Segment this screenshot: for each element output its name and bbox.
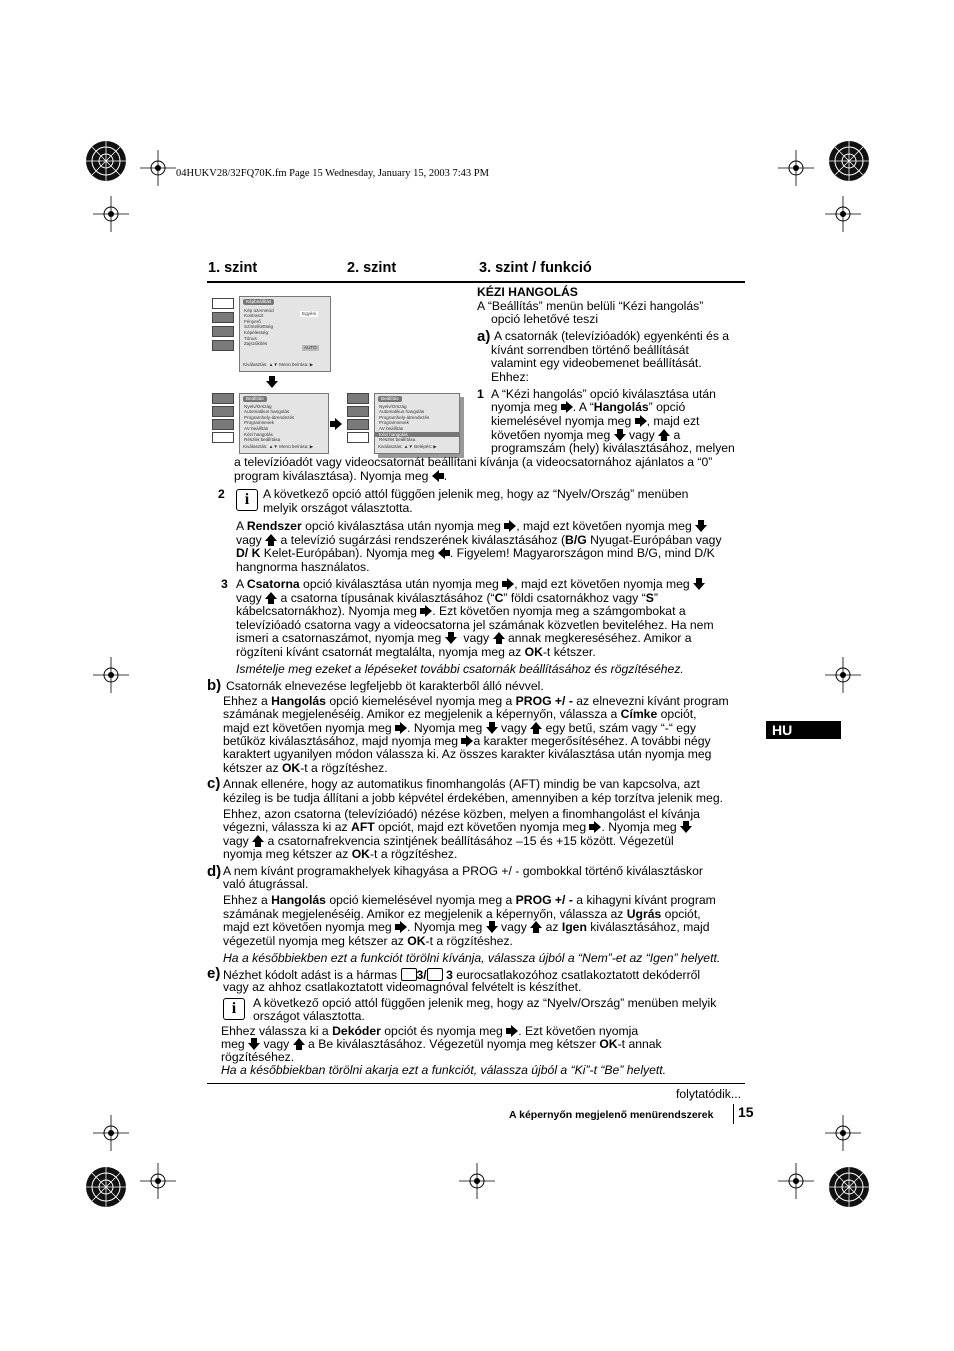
note-line: A következő opció attól függően jelenik meg, hogy az “Nyelv/Ország” menüben melyik: [253, 996, 717, 1010]
text-line: kétszer az OK-t a rögzítéshez.: [223, 761, 388, 775]
menu-item: Nyelv/Ország: [244, 403, 272, 409]
intro-line: A “Beállítás” menün belüli “Kézi hangolás”: [477, 299, 704, 313]
footer-divider: [733, 1104, 734, 1124]
footer-rule: [207, 1083, 745, 1084]
menu-item: Kontraszt: [244, 313, 264, 319]
arrow-right-icon: [420, 605, 432, 617]
text-line: A Rendszer opció kiválasztása után nyomja meg , majd ezt követően nyomja meg: [236, 520, 707, 534]
menu-item: Programnevek: [379, 420, 409, 426]
picture-tab-icon: [212, 393, 234, 404]
menu-footer: Kiválasztás: ▲▼ Menü beírása: ▶: [243, 362, 314, 368]
arrow-right-icon: [504, 520, 516, 532]
text-line: program kiválasztása). Nyomja meg .: [234, 469, 448, 483]
menu-item: Tónus: [244, 335, 257, 341]
arrow-down-icon: [693, 578, 705, 590]
info-icon: i: [236, 489, 258, 511]
registration-mark-top-right: [828, 140, 870, 182]
arrow-up-icon: [265, 534, 277, 546]
crosshair-mark: [140, 150, 176, 186]
menu-item-selected: Kézi hangolás: [375, 432, 459, 438]
menu-item: Automatikus hangolás: [379, 409, 425, 415]
arrow-down-icon: [266, 376, 278, 388]
registration-mark-bottom-left: [85, 1166, 127, 1208]
intro-line: opció lehetővé teszi: [491, 312, 599, 326]
menu-item: Részlet beállítása: [244, 437, 281, 443]
text-line: való átugrással.: [223, 877, 309, 891]
note-line: melyik országot választotta.: [263, 501, 413, 515]
crosshair-mark: [825, 1115, 861, 1151]
text-line: a televízióadót vagy videocsatornát beállítani kívánja (a videocsatornához ajánlatos a “0”: [234, 455, 713, 469]
text-line: ismeri a csatornaszámot, nyomja meg vagy annak megkereséséhez. Amikor a: [236, 631, 692, 645]
item-marker-b: b): [207, 677, 222, 694]
text-line: vagy a csatorna típusának kiválasztásához (“C” földi csatornákhoz vagy “S”: [236, 591, 658, 605]
setup-submenu-screen: [374, 393, 460, 454]
arrow-down-icon: [486, 722, 498, 734]
text-line: A “Kézi hangolás” opció kiválasztása után: [491, 387, 716, 401]
menu-footer: Kiválasztás: ▲▼ Belépés: ▶: [378, 444, 437, 450]
registration-mark-top-left: [85, 140, 127, 182]
arrow-right-icon: [502, 578, 514, 590]
sound-tab-icon: [212, 406, 234, 417]
text-line: A Csatorna opció kiválasztása után nyomja meg , majd ezt követően nyomja meg: [236, 578, 705, 592]
crosshair-mark: [140, 1163, 176, 1199]
arrow-right-icon: [395, 921, 407, 933]
info-icon: i: [223, 998, 245, 1020]
page-number: 15: [738, 1104, 754, 1120]
text-line: A nem kívánt programakhelyek kihagyása a PROG +/ - gombokkal történő kiválasztáskor: [223, 864, 703, 878]
features-tab-icon: [347, 419, 369, 430]
menu-illustration: [208, 296, 466, 462]
picture-tab-icon: [212, 298, 234, 309]
level-3-header: 3. szint / funkció: [479, 260, 592, 276]
menu-item: Zajszűkítés: [244, 341, 268, 347]
arrow-right-icon: [461, 735, 473, 747]
arrow-right-icon: [506, 1025, 518, 1037]
text-line: Ehhez, azon csatorna (televízióadó) nézése közben, melyen a finomhangolást el kívánja: [223, 807, 700, 821]
menu-item: Színtelítettség: [244, 324, 274, 330]
crosshair-mark: [778, 1163, 814, 1199]
text-line: nyomja meg . A “Hangolás” opció: [491, 400, 686, 414]
arrow-up-icon: [530, 921, 542, 933]
italic-note: Ha a későbbiekban törölni akarja ezt a funkciót, válassza újból a “Ki”-t “Be” helyett.: [221, 1063, 667, 1077]
text-line: kiemelésével nyomja meg , majd ezt: [491, 414, 700, 428]
crosshair-mark: [825, 657, 861, 693]
text-line: televízióadó csatorna vagy a videocsatorna jel számának közvetlen beviteléhez. Ha nem: [236, 618, 714, 632]
crosshair-mark: [778, 150, 814, 186]
item-marker-e: e): [207, 965, 221, 982]
setup-tab-icon: [212, 340, 234, 351]
text-line: Annak ellenére, hogy az automatikus finomhangolás (AFT) mindig be van kapcsolva, azt: [223, 777, 700, 791]
sound-tab-icon: [347, 406, 369, 417]
arrow-down-icon: [680, 821, 692, 833]
italic-note: Ismételje meg ezeket a lépéseket további csatornák beállításához és rögzítéséhez.: [236, 662, 684, 676]
crosshair-mark: [93, 657, 129, 693]
setup-tab-icon: [212, 432, 234, 443]
text-line: vagy az ahhoz csatlakoztatott videomagnóval felvételt is készíthet.: [223, 980, 582, 994]
text-line: rögzíteni kívánt csatornát megtalálta, nyomja meg az OK-t kétszer.: [236, 645, 596, 659]
text-line: Ehhez válassza ki a Dekóder opciót és nyomja meg . Ezt követően nyomja: [221, 1024, 639, 1038]
text-line: követően nyomja meg vagy a: [491, 428, 681, 442]
arrow-left-icon: [432, 470, 444, 482]
registration-mark-bottom-right: [828, 1166, 870, 1208]
level-1-header: 1. szint: [208, 260, 258, 276]
text-line: valamint egy videobemenet beállítását.: [491, 356, 702, 370]
menu-item: AV beállítás: [244, 425, 269, 431]
level-2-header: 2. szint: [347, 260, 397, 276]
arrow-right-icon: [589, 821, 601, 833]
arrow-right-icon: [635, 415, 647, 427]
menu-item: Programnevek: [244, 420, 274, 426]
mode-value: Egyéni: [302, 311, 317, 316]
text-line: betűköz kiválasztásához, majd nyomja meg a karakter megerősítéséhez. A további négy: [223, 734, 711, 748]
arrow-down-icon: [486, 921, 498, 933]
menu-title: Képbeállítás: [243, 299, 274, 305]
text-line: meg vagy a Be kiválasztásához. Végezetül nyomja meg kétszer OK-t annak: [221, 1037, 662, 1051]
arrow-up-icon: [493, 632, 505, 644]
footer-title: A képernyőn megjelenő menürendszerek: [509, 1109, 714, 1121]
arrow-up-icon: [530, 722, 542, 734]
text-line: D/ K Kelet-Európában). Nyomja meg . Figyelem! Magyarországon mind B/G, mind D/K: [236, 546, 715, 560]
text-line: Ehhez a Hangolás opció kiemelésével nyomja meg a PROG +/ - a kihagyni kívánt program: [223, 893, 716, 907]
menu-item: Kézi hangolás: [244, 431, 273, 437]
item-marker-d: d): [207, 863, 222, 880]
menu-item: Képélesség: [244, 329, 269, 335]
continued-text: folytatódik...: [676, 1087, 742, 1101]
text-line: kézileg is be tudja állítani a jobb képvétel érdekében, amennyiben a kép torzítva jelenik meg.: [223, 791, 723, 805]
text-line: Ehhez a Hangolás opció kiemelésével nyomja meg a PROG +/ - az elnevezni kívánt program: [223, 694, 729, 708]
sound-tab-icon: [212, 312, 234, 323]
text-line: kívánt sorrendben történő beállítását: [491, 343, 689, 357]
menu-item: Fényerő: [244, 318, 261, 324]
crosshair-mark: [93, 1115, 129, 1151]
arrow-up-icon: [252, 835, 264, 847]
step-number: 2: [218, 487, 225, 501]
text-line: Ehhez:: [491, 370, 529, 384]
italic-note: Ha a későbbiekben ezt a funkciót törölni kívánja, válassza újból a “Nem”-et az “Igen” helyett.: [223, 951, 721, 965]
header-rule: [207, 281, 745, 283]
menu-title: Beállítás: [243, 396, 267, 402]
step-number: 1: [477, 387, 484, 401]
menu-title: Beállítás: [378, 396, 402, 402]
picture-tab-icon: [347, 393, 369, 404]
crosshair-mark: [459, 1163, 495, 1199]
menu-item: Kép üzemmód: [244, 307, 274, 313]
text-line: rögzítéséhez.: [221, 1050, 295, 1064]
arrow-right-icon: [561, 401, 573, 413]
text-line: majd ezt követően nyomja meg . Nyomja meg vagy egy betű, szám vagy “-“ egy: [223, 721, 696, 735]
text-line: hangnorma használatos.: [236, 560, 370, 574]
text-line: végezni, válassza ki az AFT opciót, majd ezt követően nyomja meg . Nyomja meg: [223, 821, 692, 835]
arrow-right-icon: [395, 722, 407, 734]
menu-item: Nyelv/Ország: [379, 403, 407, 409]
text-line: majd ezt követően nyomja meg . Nyomja meg vagy az Igen kiválasztásához, majd: [223, 920, 710, 934]
item-marker-a: a): [477, 328, 491, 345]
item-marker-c: c): [207, 775, 221, 792]
step-number: 3: [221, 577, 228, 591]
text-line: nyomja meg kétszer az OK-t a rögzítéshez.: [223, 847, 458, 861]
menu-footer: Kiválasztás: ▲▼ Menü beírása: ▶: [243, 444, 314, 450]
crosshair-mark: [825, 196, 861, 232]
arrow-down-icon: [695, 520, 707, 532]
text-line: számának megjelenéséig. Amikor ez megjelenik a képernyőn, válassza az Ugrás opciót,: [223, 907, 701, 921]
section-title: KÉZI HANGOLÁS: [477, 285, 578, 299]
note-line: A következő opció attól függően jelenik meg, hogy az “Nyelv/Ország” menüben: [263, 487, 689, 501]
setup-tab-icon: [347, 432, 369, 443]
menu-item: AV beállítás: [379, 425, 404, 431]
note-line: országot választotta.: [253, 1009, 365, 1023]
setup-menu-screen: [239, 393, 329, 454]
text-line: kábelcsatornákhoz). Nyomja meg . Ezt követően nyomja meg a számgombokat a: [236, 604, 686, 618]
picture-menu-screen: [239, 296, 331, 372]
text-line: Csatornák elnevezése legfeljebb öt karakterből álló névvel.: [226, 679, 544, 693]
text-line: végezetül nyomja meg kétszer az OK-t a rögzítéshez.: [223, 934, 513, 948]
arrow-left-icon: [438, 547, 450, 559]
text-line: vagy a televízió sugárzási rendszerének kiválasztásához (B/G Nyugat-Európában vagy: [236, 533, 722, 547]
arrow-up-icon: [293, 1038, 305, 1050]
arrow-down-icon: [614, 429, 626, 441]
text-line: programszám (hely) kiválasztásához, melyen: [491, 441, 735, 455]
menu-item: Részlet beállítása: [379, 437, 416, 443]
language-tab: HU: [766, 721, 841, 739]
text-line: karaktert ugyanilyen módon válassza ki. Az összes karakter kiválasztása után nyomja meg: [223, 747, 712, 761]
noise-value: AUTO: [304, 345, 317, 350]
menu-item: Programhely-átrendezés: [379, 414, 430, 420]
menu-item: Automatikus hangolás: [244, 409, 290, 415]
arrow-up-icon: [265, 592, 277, 604]
arrow-down-icon: [445, 632, 457, 644]
text-line: számának megjelenéséig. Amikor ez megjelenik a képernyőn, válassza a Címke opciót,: [223, 707, 697, 721]
arrow-down-icon: [248, 1038, 260, 1050]
text-line: A csatornák (televízióadók) egyenkénti és a: [494, 329, 730, 343]
text-line: vagy a csatornafrekvencia szintjének beállításához –15 és +15 között. Végezetül: [223, 834, 674, 848]
arrow-up-icon: [658, 429, 670, 441]
text-line: Nézhet kódolt adást is a hármas 3/ 3 eurocsatlakozóhoz csatlakoztatott dekóderről: [223, 968, 701, 982]
file-info-line: 04HUKV28/32FQ70K.fm Page 15 Wednesday, January 15, 2003 7:43 PM: [176, 168, 489, 179]
arrow-right-icon: [330, 418, 342, 430]
crosshair-mark: [93, 196, 129, 232]
features-tab-icon: [212, 326, 234, 337]
features-tab-icon: [212, 419, 234, 430]
menu-item: Programhely-átrendezés: [244, 414, 295, 420]
